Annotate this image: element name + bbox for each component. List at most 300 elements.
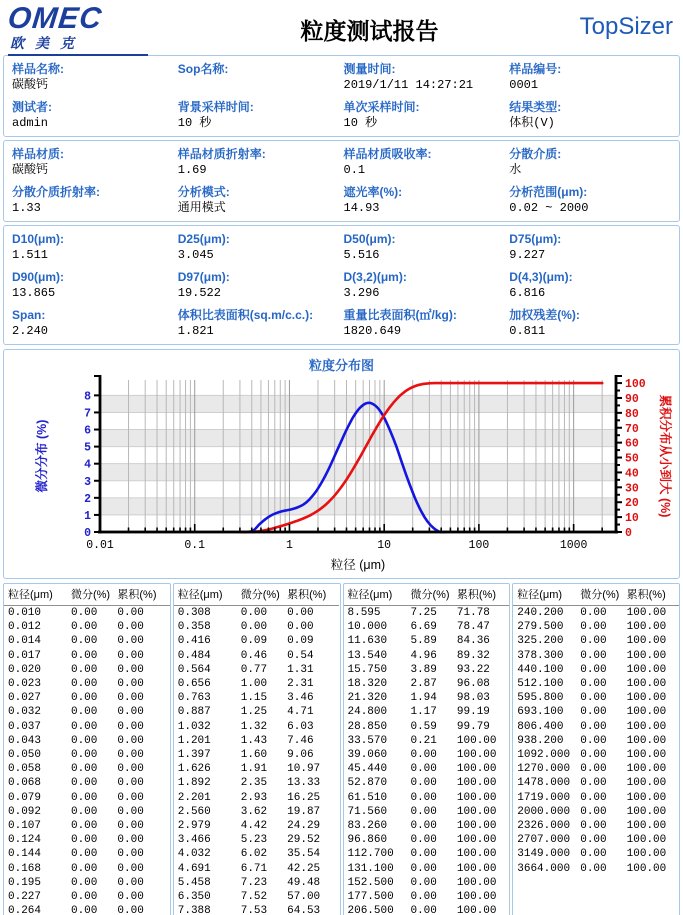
table-cell: 96.08 [456,678,490,691]
field [178,62,344,92]
table-cell: 57.00 [287,891,321,904]
table-cell: 112.700 [347,848,394,861]
table-cell: 0.00 [117,635,144,648]
table-cell: 5.23 [240,834,268,847]
table-cell: 100.00 [456,763,497,776]
table-cell: 0.00 [70,734,98,747]
table-cell: 0.00 [240,607,268,619]
table-cell: 100.00 [456,777,497,790]
table-cell: 0.00 [117,706,144,719]
table-cell: 0.763 [177,692,211,705]
field-label: 重量比表面积(㎡/kg): [343,308,457,322]
field [12,308,178,338]
table-cell: 1.17 [410,706,437,719]
field-value: 6.816 [509,286,546,300]
table-cell: 0.00 [580,805,607,818]
table-cell: 99.19 [456,706,490,719]
table-column-header: 粒径(μm) [4,586,67,606]
table-cell: 11.630 [347,635,388,648]
table-cell: 71.78 [456,607,490,619]
table-cell: 938.200 [517,734,564,747]
table-cell: 0.54 [287,649,314,662]
table-cell: 1719.000 [517,791,571,804]
table-cell: 0.00 [70,621,98,634]
table-cell: 6.03 [287,720,314,733]
table-cell: 100.00 [626,607,667,619]
table-cell: 2.560 [177,805,211,818]
svg-text:2: 2 [83,492,91,506]
table-cell: 24.29 [287,820,321,833]
field-label: 样品材质吸收率: [343,147,432,161]
field-value: 10 秒 [177,116,212,130]
field [178,185,344,215]
table-cell: 0.00 [410,905,437,915]
field [12,185,178,215]
fields-grid [12,62,675,130]
table-cell: 206.500 [347,905,394,915]
table-cell: 0.00 [70,862,98,875]
omec-logo [6,2,176,56]
table-column-header: 粒径(μm) [513,586,576,606]
field-value: 0.811 [509,324,546,338]
field [509,100,675,130]
svg-text:10: 10 [624,512,639,526]
table-cell: 7.46 [287,734,314,747]
table-cell: 0.00 [580,848,607,861]
table-column-header: 累积(%) [113,586,169,606]
table-cell: 0.00 [580,621,607,634]
table-cell: 1.60 [240,749,268,762]
table-cell: 2000.000 [517,805,571,818]
field-value: 2.240 [12,324,49,338]
table-cell: 100.00 [456,734,497,747]
table-cell: 35.54 [287,848,321,861]
table-cell: 0.00 [70,820,98,833]
table-column-header: 微分(%) [576,586,622,606]
table-column-header: 累积(%) [623,586,679,606]
table-cell: 2.93 [240,791,268,804]
field-label: D25(μm): [177,232,230,246]
table-cell: 0.227 [8,891,42,904]
field-value: 1.821 [177,324,214,338]
table-cell: 8.595 [347,607,381,619]
field-value: 5.516 [343,248,380,262]
table-cell: 1.397 [177,749,211,762]
table-cell: 100.00 [626,663,667,676]
table-cell: 4.032 [177,848,211,861]
table-cell: 3664.000 [517,862,571,875]
table-cell: 0.00 [117,791,144,804]
table-cell: 0.00 [117,862,144,875]
table-cell: 100.00 [626,720,667,733]
field-label: Sop名称: [177,62,229,76]
table-cell: 0.00 [410,862,437,875]
table-column-header: 粒径(μm) [174,586,237,606]
table-cell: 0.144 [8,848,42,861]
table-cell: 0.00 [117,777,144,790]
chart-section [3,349,680,579]
svg-text:粒径 (μm): 粒径 (μm) [330,558,385,572]
table-cell: 0.00 [70,876,98,889]
table-cell: 0.00 [117,663,144,676]
table-cell: 595.800 [517,692,564,705]
table-cell: 3.62 [240,805,268,818]
field-label: D97(μm): [177,270,230,284]
table-cell: 0.00 [117,678,144,691]
svg-text:80: 80 [624,407,639,421]
logo-text: OMEC [6,2,104,35]
chart-svg [8,372,676,576]
table-cell: 0.00 [117,734,144,747]
table-cell: 0.00 [117,834,144,847]
table-cell: 0.168 [8,862,42,875]
table-cell: 378.300 [517,649,564,662]
field-value: 1.69 [177,163,207,177]
table-cell: 100.00 [626,692,667,705]
sample-info-section [3,55,680,137]
table-cell: 0.00 [580,820,607,833]
table-cell: 84.36 [456,635,490,648]
table-cell: 0.010 [8,607,42,619]
table-cell: 0.00 [70,777,98,790]
svg-text:7: 7 [83,407,91,421]
table-column-header: 微分(%) [67,586,113,606]
table-cell: 52.870 [347,777,388,790]
table-cell: 100.00 [626,678,667,691]
table-cell: 0.00 [410,763,437,776]
table-cell: 0.00 [580,678,607,691]
field [509,308,675,338]
table-cell: 512.100 [517,678,564,691]
field-value: 1.33 [12,201,41,215]
table-cell: 4.96 [410,649,437,662]
table-cell: 39.060 [347,749,388,762]
table-cell: 0.014 [8,635,42,648]
field-value [178,76,338,90]
table-cell: 100.00 [626,777,667,790]
table-cell: 0.00 [70,891,98,904]
table-cell: 15.750 [347,663,388,676]
field-value: 通用模式 [177,201,226,215]
table-cell: 100.00 [626,848,667,861]
table-cell: 28.850 [347,720,388,733]
table-cell: 0.107 [8,820,42,833]
table-cell: 1.626 [177,763,211,776]
table-cell: 1270.000 [517,763,571,776]
table-cell: 100.00 [456,862,497,875]
field-label: 背景采样时间: [177,100,254,114]
field-label: 样品材质折射率: [177,147,266,161]
table-cell: 7.25 [410,607,437,619]
table-cell: 9.06 [287,749,314,762]
field [509,232,675,262]
table-cell: 0.00 [580,635,607,648]
table-cell: 0.058 [8,763,42,776]
svg-text:0.1: 0.1 [183,539,205,552]
table-cell: 96.860 [347,834,388,847]
table-cell: 0.77 [240,663,268,676]
svg-text:50: 50 [624,452,639,466]
table-cell: 100.00 [456,891,497,904]
svg-text:8: 8 [83,390,91,404]
svg-text:1: 1 [285,539,293,552]
table-cell: 1.892 [177,777,211,790]
field-label: D75(μm): [509,232,562,246]
table-cell: 325.200 [517,635,564,648]
table-cell: 0.00 [580,862,607,875]
table-cell: 83.260 [347,820,388,833]
table-cell: 49.48 [287,876,321,889]
table-cell: 0.092 [8,805,42,818]
table-cell: 0.043 [8,734,42,747]
field-value: 19.522 [177,286,221,300]
table-cell: 0.09 [240,635,268,648]
table-cell: 100.00 [626,805,667,818]
table-cell: 99.79 [456,720,490,733]
table-cell: 0.358 [177,621,211,634]
field-value: 10 秒 [343,116,378,130]
fields-grid [12,232,675,338]
svg-text:30: 30 [624,482,639,496]
table-cell: 0.00 [70,791,98,804]
table-cell: 24.800 [347,706,388,719]
table-cell: 3.89 [410,663,437,676]
field-label: 单次采样时间: [343,100,420,114]
field-value: 0001 [509,78,539,92]
field-label: D(3,2)(μm): [343,270,407,284]
table-cell: 0.00 [580,763,607,776]
table-cell: 1.94 [410,692,437,705]
field [509,270,675,300]
field-value: 3.296 [343,286,380,300]
table-cell: 2326.000 [517,820,571,833]
logo-subtext: 欧美克 [8,33,148,56]
field-value: admin [12,116,49,130]
table-cell: 0.00 [410,791,437,804]
field [178,270,344,300]
table-cell: 0.00 [70,720,98,733]
fields-grid [12,147,675,215]
table-cell: 0.017 [8,649,42,662]
svg-text:90: 90 [624,392,639,406]
field-label: D(4,3)(μm): [509,270,573,284]
svg-text:40: 40 [624,467,639,481]
table-cell: 0.020 [8,663,42,676]
table-cell: 19.87 [287,805,321,818]
table-cell: 21.320 [347,692,388,705]
field [12,232,178,262]
field [344,270,510,300]
table-cell: 0.00 [117,621,144,634]
table-cell: 29.52 [287,834,321,847]
field-value: 3.045 [177,248,214,262]
table-cell: 0.00 [117,805,144,818]
table-cell: 89.32 [456,649,490,662]
table-cell: 78.47 [456,621,490,634]
table-cell: 100.00 [456,834,497,847]
table-column-header: 微分(%) [237,586,283,606]
field [12,270,178,300]
field-label: D50(μm): [343,232,396,246]
table-cell: 0.00 [287,621,314,634]
data-table-section [3,583,680,915]
svg-text:5: 5 [83,441,91,455]
table-cell: 0.124 [8,834,42,847]
table-cell: 0.00 [117,891,144,904]
svg-text:100: 100 [624,378,646,392]
table-cell: 0.00 [70,635,98,648]
table-cell: 0.00 [580,720,607,733]
table-cell: 0.00 [410,848,437,861]
table-cell: 0.00 [410,891,437,904]
table-cell: 0.012 [8,621,42,634]
table-cell: 1.32 [240,720,268,733]
field-value: 1820.649 [343,324,402,338]
table-cell: 61.510 [347,791,388,804]
svg-text:微分分布 (%): 微分分布 (%) [34,419,49,493]
table-cell: 0.00 [117,848,144,861]
field-label: 遮光率(%): [343,185,403,199]
svg-text:1000: 1000 [559,539,587,552]
svg-text:0: 0 [624,527,632,540]
table-cell: 100.00 [626,834,667,847]
table-cell: 6.350 [177,891,211,904]
table-cell: 0.887 [177,706,211,719]
table-cell: 0.00 [117,820,144,833]
table-cell: 0.59 [410,720,437,733]
table-cell: 100.00 [456,905,497,915]
report-header [0,0,683,52]
table-cell: 0.656 [177,678,211,691]
table-cell: 6.69 [410,621,437,634]
table-cell: 100.00 [626,862,667,875]
field [509,62,675,92]
table-cell: 0.00 [117,607,144,619]
field [509,185,675,215]
table-cell: 0.46 [240,649,268,662]
table-cell: 0.00 [70,834,98,847]
table-cell: 64.53 [287,905,321,915]
table-cell: 152.500 [347,876,394,889]
page-title: 粒度测试报告 [300,18,439,44]
table-cell: 0.00 [410,834,437,847]
table-cell: 0.484 [177,649,211,662]
field-value: 0.02 ~ 2000 [509,201,589,215]
table-cell: 3.46 [287,692,314,705]
table-cell: 1.91 [240,763,268,776]
table-cell: 0.00 [287,607,314,619]
field [344,147,510,177]
field-label: 分析模式: [177,185,230,199]
table-cell: 0.00 [580,834,607,847]
table-cell: 0.00 [117,876,144,889]
table-cell: 100.00 [626,763,667,776]
field [178,100,344,130]
field-label: 加权残差(%): [509,308,580,322]
table-cell: 0.00 [70,848,98,861]
table-cell: 0.00 [117,720,144,733]
table-group [173,583,341,915]
table-cell: 16.25 [287,791,321,804]
svg-text:60: 60 [624,437,639,451]
field-value: 水 [509,163,522,177]
field [178,308,344,338]
field [344,185,510,215]
table-cell: 1.032 [177,720,211,733]
table-cell: 10.000 [347,621,388,634]
table-cell: 1478.000 [517,777,571,790]
field-value: 0.1 [343,163,366,177]
table-group [343,583,511,915]
svg-text:0.01: 0.01 [85,539,114,552]
table-cell: 7.388 [177,905,211,915]
field [12,147,178,177]
table-cell: 2.31 [287,678,314,691]
table-cell: 0.00 [117,905,144,915]
table-cell: 177.500 [347,891,394,904]
table-group [512,583,680,915]
table-cell: 0.264 [8,905,42,915]
field-value: 9.227 [509,248,546,262]
table-cell: 0.00 [70,805,98,818]
table-cell: 0.564 [177,663,211,676]
table-cell: 3.466 [177,834,211,847]
table-column-header: 累积(%) [453,586,509,606]
table-cell: 0.21 [410,734,437,747]
table-cell: 7.23 [240,876,268,889]
table-cell: 693.100 [517,706,564,719]
table-cell: 806.400 [517,720,564,733]
table-cell: 0.00 [410,805,437,818]
table-cell: 0.00 [410,749,437,762]
table-column-header: 粒径(μm) [344,586,407,606]
table-cell: 0.00 [580,706,607,719]
table-cell: 0.00 [70,678,98,691]
table-cell: 100.00 [626,649,667,662]
field-label: 分析范围(μm): [509,185,588,199]
field-label: D90(μm): [12,270,65,284]
table-cell: 240.200 [517,607,564,619]
field [12,62,178,92]
table-cell: 0.00 [70,607,98,619]
svg-text:20: 20 [624,497,639,511]
table-cell: 0.00 [70,706,98,719]
table-cell: 0.00 [410,820,437,833]
svg-text:1: 1 [83,509,91,523]
table-column-header: 微分(%) [406,586,452,606]
table-cell: 0.00 [240,621,268,634]
table-cell: 7.53 [240,905,268,915]
table-cell: 45.440 [347,763,388,776]
table-cell: 93.22 [456,663,490,676]
svg-text:3: 3 [83,475,91,489]
table-cell: 0.00 [580,607,607,619]
svg-text:累积分布从小到大 (%): 累积分布从小到大 (%) [657,394,672,518]
field-label: 样品名称: [12,62,64,76]
field-value: 碳酸钙 [12,78,49,92]
table-cell: 18.320 [347,678,388,691]
table-cell: 2.979 [177,820,211,833]
svg-text:70: 70 [624,422,639,436]
table-cell: 71.560 [347,805,388,818]
table-cell: 7.52 [240,891,268,904]
field-label: 分散介质: [509,147,562,161]
field-value: 13.865 [12,286,56,300]
table-cell: 0.068 [8,777,42,790]
field [509,147,675,177]
table-cell: 3149.000 [517,848,571,861]
table-cell: 1.25 [240,706,268,719]
